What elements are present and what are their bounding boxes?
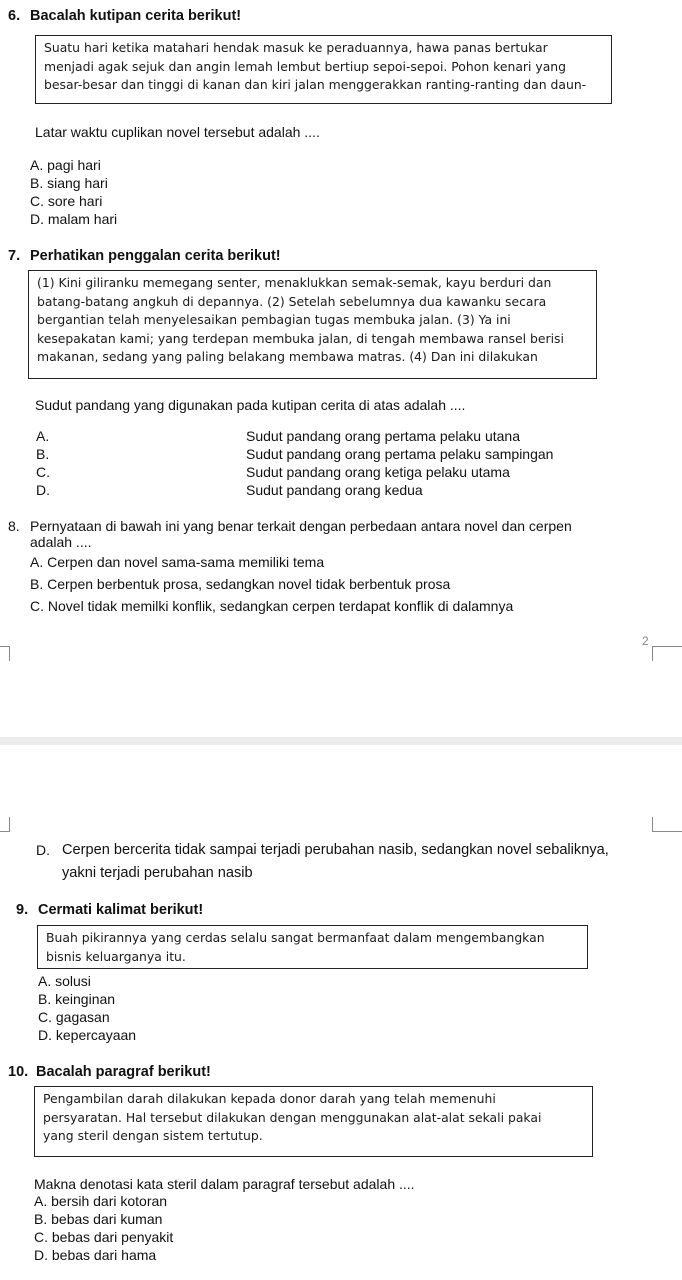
option-letter: C. [34, 1229, 48, 1245]
option-text: bebas dari kuman [51, 1211, 163, 1227]
q10-option-a [34, 1192, 167, 1210]
q10-option-d [34, 1246, 156, 1264]
option-letter: C. [30, 193, 44, 209]
crop-mark [0, 646, 10, 661]
q8-option-d-letter: D. [36, 842, 50, 858]
option-letter: B. [30, 576, 44, 592]
option-letter: C. [38, 1009, 52, 1025]
option-letter: C. [30, 598, 44, 614]
q6-passage-line: besar-besar dan tinggi di kanan dan kiri jalan menggerakkan ranting-ranting dan daun- [44, 77, 587, 92]
q10-heading: Bacalah paragraf berikut! [36, 1064, 211, 1080]
q10-option-b [34, 1210, 162, 1228]
q9-passage-box [37, 925, 588, 969]
option-letter: D. [30, 211, 44, 227]
option-text: gagasan [55, 1009, 110, 1025]
q9-number: 9. [16, 902, 29, 918]
q6-option-a [30, 156, 101, 174]
q6-number: 6. [8, 8, 21, 24]
option-text: keinginan [55, 991, 116, 1007]
q6-passage-box [35, 35, 612, 104]
option-text: kepercayaan [55, 1027, 137, 1043]
q6-heading: Bacalah kutipan cerita berikut! [30, 8, 242, 24]
option-text: pagi hari [47, 157, 101, 173]
q6-option-d [30, 210, 117, 228]
q8-option-c [30, 597, 513, 615]
option-text: bebas dari penyakit [51, 1229, 174, 1245]
q8-option-b [30, 575, 450, 593]
q10-number: 10. [8, 1064, 29, 1080]
q9-option-d [38, 1026, 136, 1044]
q9-option-a [38, 972, 91, 990]
q7-option-a-letter: A. [36, 428, 50, 444]
option-letter: A. [30, 157, 44, 173]
q7-option-b-letter: B. [36, 446, 50, 462]
option-text: solusi [55, 973, 91, 989]
q10-option-c [34, 1228, 173, 1246]
option-text: bersih dari kotoran [51, 1193, 168, 1209]
option-text: sore hari [47, 193, 103, 209]
q9-passage-line: bisnis keluarganya itu. [46, 948, 186, 964]
q10-passage-line: yang steril dengan sistem tertutup. [43, 1128, 263, 1143]
q6-question: Latar waktu cuplikan novel tersebut adalah .... [35, 124, 320, 140]
option-letter: D. [34, 1247, 48, 1263]
option-letter: D. [38, 1027, 52, 1043]
q9-passage-line: Buah pikirannya yang cerdas selalu sangat bermanfaat dalam mengembangkan [46, 930, 545, 945]
q9-option-c [38, 1008, 110, 1026]
page-separator [0, 737, 682, 745]
option-letter: B. [34, 1211, 48, 1227]
q7-heading: Perhatikan penggalan cerita berikut! [30, 248, 281, 264]
option-text: Novel tidak memilki konflik, sedangkan cerpen terdapat konflik di dalamnya [47, 598, 514, 614]
option-text: Cerpen dan novel sama-sama memiliki tema [47, 554, 325, 570]
q7-question: Sudut pandang yang digunakan pada kutipan cerita di atas adalah .... [35, 397, 466, 413]
q7-passage-line: makanan, sedang yang paling belakang membawa matras. (4) Dan ini dilakukan [37, 349, 538, 364]
q7-option-b-text: Sudut pandang orang pertama pelaku sampingan [246, 446, 554, 462]
q8-number: 8. [8, 518, 20, 534]
q7-option-c-text: Sudut pandang orang ketiga pelaku utama [246, 464, 510, 480]
q8-option-a [30, 553, 324, 571]
option-text: bebas dari hama [51, 1247, 157, 1263]
q7-passage-box [28, 270, 597, 379]
option-letter: A. [30, 554, 44, 570]
q7-passage-line: kesepakatan kami; yang terdepan membuka jalan, di tengah membawa ransel berisi [37, 330, 564, 346]
q10-passage-line: Pengambilan darah dilakukan kepada donor darah yang telah memenuhi [43, 1091, 496, 1106]
option-letter: A. [38, 973, 52, 989]
option-text: Cerpen berbentuk prosa, sedangkan novel tidak berbentuk prosa [47, 576, 451, 592]
q7-passage-line: bergantian telah menyelesaikan pembagian tugas membuka jalan. (3) Ya ini [37, 312, 511, 327]
q7-option-a-text: Sudut pandang orang pertama pelaku utana [246, 428, 520, 444]
q9-heading: Cermati kalimat berikut! [38, 902, 204, 918]
q8-option-d-line: yakni terjadi perubahan nasib [62, 865, 253, 881]
q10-passage-line: persyaratan. Hal tersebut dilakukan dengan menggunakan alat-alat sekali pakai [43, 1109, 542, 1125]
q9-option-b [38, 990, 115, 1008]
option-letter: A. [34, 1193, 48, 1209]
q6-option-c [30, 192, 102, 210]
q7-passage-line: (1) Kini giliranku memegang senter, menaklukkan semak-semak, kayu berduri dan [37, 275, 552, 290]
q6-passage-line: Suatu hari ketika matahari hendak masuk ke peraduannya, hawa panas bertukar [44, 40, 548, 55]
q8-question-line: adalah .... [30, 534, 92, 550]
q7-passage-line: batang-batang angkuh di depannya. (2) Setelah sebelumnya dua kawanku secara [37, 293, 547, 309]
crop-mark [0, 817, 10, 832]
option-letter: B. [38, 991, 52, 1007]
crop-mark [652, 646, 682, 661]
option-letter: B. [30, 175, 44, 191]
q6-option-b [30, 174, 108, 192]
q7-option-d-text: Sudut pandang orang kedua [246, 482, 423, 498]
q10-question: Makna denotasi kata steril dalam paragraf tersebut adalah .... [34, 1176, 415, 1192]
option-text: siang hari [47, 175, 108, 191]
option-text: malam hari [47, 211, 118, 227]
q10-passage-box [34, 1086, 593, 1157]
crop-mark [652, 817, 682, 832]
q8-question-line: Pernyataan di bawah ini yang benar terkait dengan perbedaan antara novel dan cerpen [30, 518, 572, 534]
q7-option-d-letter: D. [36, 482, 50, 498]
q7-number: 7. [8, 248, 21, 264]
q8-option-d-line: Cerpen bercerita tidak sampai terjadi perubahan nasib, sedangkan novel sebaliknya, [62, 842, 609, 858]
q6-passage-line: menjadi agak sejuk dan angin lemah lembut bertiup sepoi-sepoi. Pohon kenari yang [44, 58, 567, 74]
page-number: 2 [642, 634, 649, 648]
q7-option-c-letter: C. [36, 464, 50, 480]
